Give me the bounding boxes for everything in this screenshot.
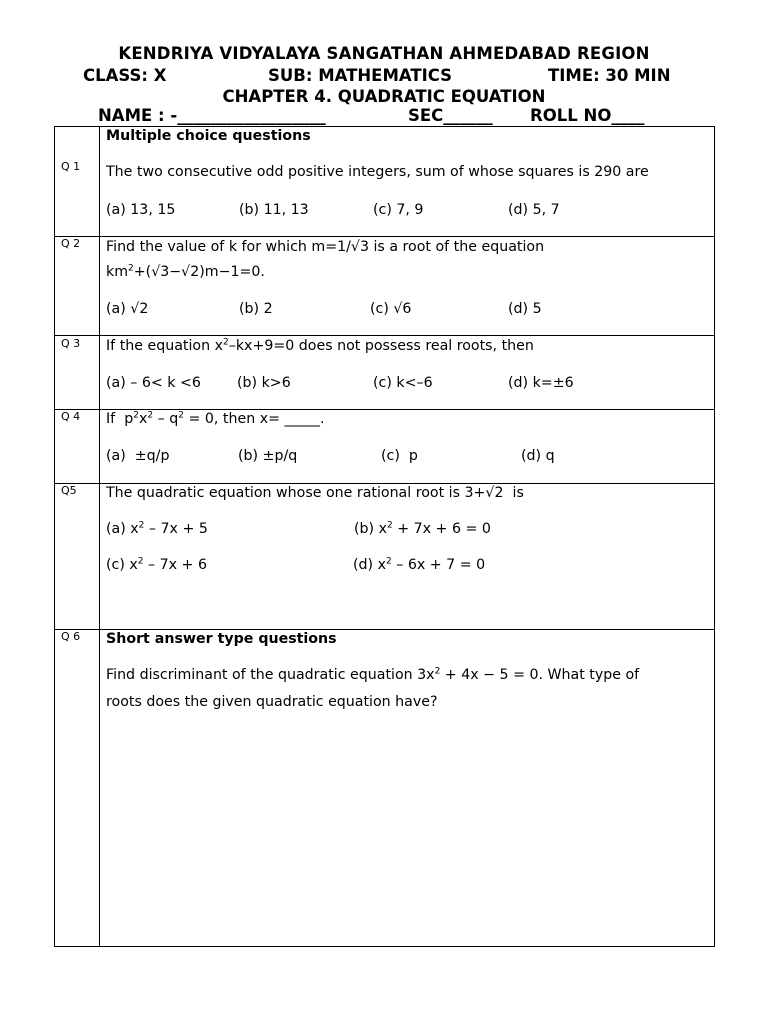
question-number: Q 2 — [61, 237, 81, 250]
class-label: CLASS: X — [83, 66, 167, 85]
short-answer-section-heading: Short answer type questions — [106, 631, 337, 647]
question-text: If the equation $x^2-kx+9=0$ does not possess real roots, then — [106, 337, 534, 354]
option-c: (c) $x^2 - 7x + 6$ — [106, 556, 207, 573]
option-a: (a) 13, 15 — [106, 202, 176, 218]
time-label: TIME: 30 MIN — [548, 66, 671, 85]
chapter-title: CHAPTER 4. QUADRATIC EQUATION — [222, 87, 546, 106]
row-divider — [54, 335, 715, 336]
option-c: (c) p — [381, 448, 418, 464]
option-b: (b) ±p/q — [238, 448, 298, 464]
option-d: (d) 5 — [508, 301, 542, 317]
option-b: (b) $x^2 + 7x + 6 = 0$ — [354, 520, 491, 537]
option-d: (d) 5, 7 — [508, 202, 560, 218]
question-number: Q5 — [61, 484, 77, 497]
option-b: (b) 2 — [239, 301, 273, 317]
school-title: KENDRIYA VIDYALAYA SANGATHAN AHMEDABAD REGION — [118, 44, 650, 63]
option-a: (a) ±q/p — [106, 448, 170, 464]
question-number: Q 6 — [61, 630, 81, 643]
option-c: (c) √6 — [370, 301, 412, 317]
option-c: (c) k<–6 — [373, 375, 433, 391]
option-d: (d) q — [521, 448, 555, 464]
subject-label: SUB: MATHEMATICS — [268, 66, 453, 85]
question-text: Find discriminant of the quadratic equation $3x^2 + 4x - 5 = 0$. What type of — [106, 666, 640, 683]
roll-number-field: ROLL NO____ — [530, 106, 645, 125]
question-number: Q 1 — [61, 160, 81, 173]
row-divider — [54, 236, 715, 237]
question-equation: $km^2+(√3-√2)m-1=0$. — [106, 263, 265, 280]
option-c: (c) 7, 9 — [373, 202, 424, 218]
question-number: Q 3 — [61, 337, 81, 350]
question-text: If $p^2x^2 - q^2 = 0$, then x= _____. — [106, 410, 325, 427]
option-a: (a) $x^2 - 7x + 5$ — [106, 520, 208, 537]
question-text: Find the value of k for which m=1/√3 is a root of the equation — [106, 239, 545, 255]
question-number-column-divider — [99, 126, 100, 947]
option-b: (b) k>6 — [237, 375, 291, 391]
question-text: The two consecutive odd positive integers, sum of whose squares is 290 are — [106, 164, 649, 180]
option-b: (b) 11, 13 — [239, 202, 309, 218]
name-field: NAME : -__________________ — [98, 106, 326, 125]
section-field: SEC______ — [408, 106, 493, 125]
option-d: (d) $x^2 - 6x + 7 = 0$ — [353, 556, 486, 573]
option-a: (a) √2 — [106, 301, 149, 317]
question-number: Q 4 — [61, 410, 81, 423]
question-text: The quadratic equation whose one rational root is 3+√2 is — [106, 485, 524, 501]
option-d: (d) k=±6 — [508, 375, 574, 391]
option-a: (a) – 6< k <6 — [106, 375, 201, 391]
mcq-section-heading: Multiple choice questions — [106, 128, 311, 144]
question-text-continued: roots does the given quadratic equation have? — [106, 694, 438, 710]
